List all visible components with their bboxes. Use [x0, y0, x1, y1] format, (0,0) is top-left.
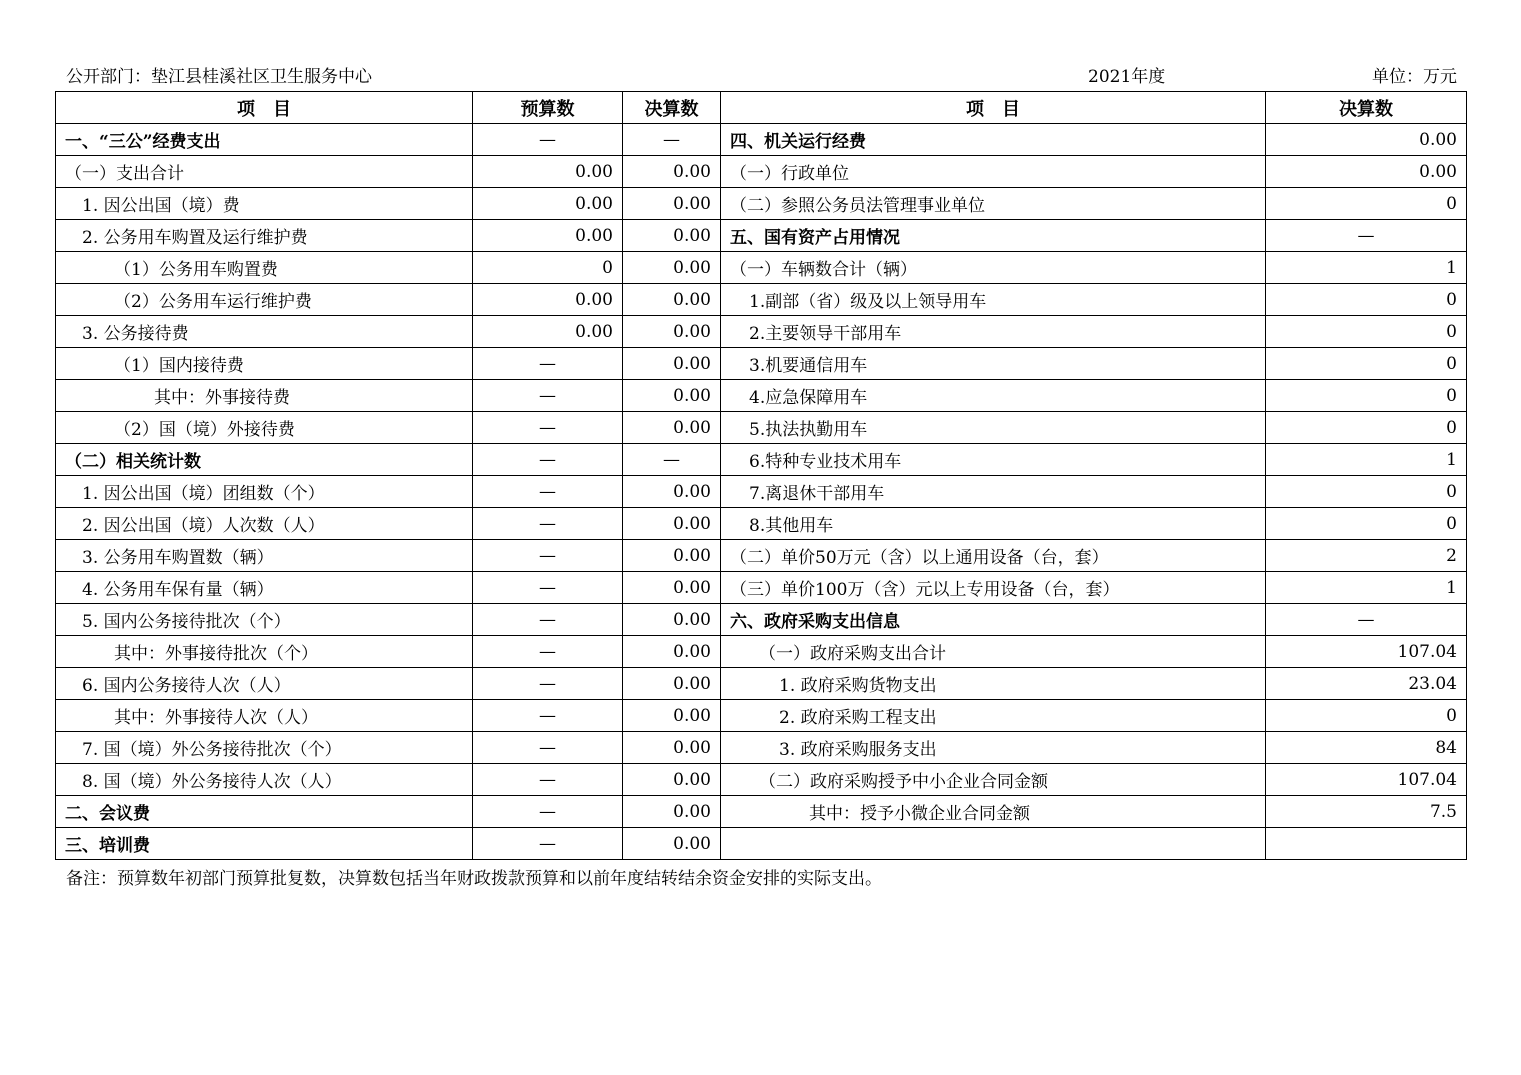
final-right-cell: 0 [1266, 700, 1467, 732]
item-right-cell: 5.执法执勤用车 [721, 412, 1266, 444]
final-right-cell: 0 [1266, 188, 1467, 220]
item-left-cell: 1. 因公出国（境）团组数（个） [56, 476, 473, 508]
budget-cell: — [473, 604, 623, 636]
item-left-cell: （2）公务用车运行维护费 [56, 284, 473, 316]
table-row [56, 284, 1467, 316]
budget-cell: 0.00 [473, 284, 623, 316]
final-right-cell [1266, 828, 1467, 860]
table-row [56, 316, 1467, 348]
item-right-cell: （一）政府采购支出合计 [721, 636, 1266, 668]
item-right-cell: 4.应急保障用车 [721, 380, 1266, 412]
item-right-cell: 1.副部（省）级及以上领导用车 [721, 284, 1266, 316]
final-left-cell: — [623, 124, 721, 156]
item-right-cell: （二）政府采购授予中小企业合同金额 [721, 764, 1266, 796]
table-row [56, 220, 1467, 252]
unit-label: 单位：万元 [1372, 67, 1457, 87]
table-row [56, 156, 1467, 188]
final-left-cell: 0.00 [623, 604, 721, 636]
final-left-cell: 0.00 [623, 732, 721, 764]
table-row [56, 380, 1467, 412]
final-left-cell: 0.00 [623, 700, 721, 732]
budget-cell: 0.00 [473, 316, 623, 348]
table-row [56, 572, 1467, 604]
table-body [56, 124, 1467, 860]
item-right-cell: 6.特种专业技术用车 [721, 444, 1266, 476]
final-left-cell: 0.00 [623, 796, 721, 828]
item-right-cell: 2.主要领导干部用车 [721, 316, 1266, 348]
item-right-cell: 六、政府采购支出信息 [721, 604, 1266, 636]
table-row [56, 732, 1467, 764]
budget-cell: — [473, 124, 623, 156]
final-right-cell: 0 [1266, 284, 1467, 316]
item-left-cell: （一）支出合计 [56, 156, 473, 188]
final-right-cell: 1 [1266, 252, 1467, 284]
final-right-cell: 0 [1266, 348, 1467, 380]
final-right-cell: — [1266, 220, 1467, 252]
budget-cell: — [473, 636, 623, 668]
item-left-cell: 8. 国（境）外公务接待人次（人） [56, 764, 473, 796]
item-left-cell: 其中：外事接待人次（人） [56, 700, 473, 732]
table-row [56, 412, 1467, 444]
final-right-cell: 0.00 [1266, 156, 1467, 188]
item-right-cell: 四、机关运行经费 [721, 124, 1266, 156]
final-right-cell: 1 [1266, 572, 1467, 604]
final-right-cell: 23.04 [1266, 668, 1467, 700]
item-left-cell: 2. 公务用车购置及运行维护费 [56, 220, 473, 252]
table-row [56, 476, 1467, 508]
final-left-cell: 0.00 [623, 156, 721, 188]
column-header-item-right: 项 目 [721, 92, 1266, 124]
budget-cell: — [473, 796, 623, 828]
item-left-cell: （1）国内接待费 [56, 348, 473, 380]
final-left-cell: 0.00 [623, 508, 721, 540]
final-right-cell: 107.04 [1266, 764, 1467, 796]
final-right-cell: 0.00 [1266, 124, 1467, 156]
final-right-cell: 0 [1266, 412, 1467, 444]
item-left-cell: （二）相关统计数 [56, 444, 473, 476]
item-right-cell: 1. 政府采购货物支出 [721, 668, 1266, 700]
budget-cell: — [473, 828, 623, 860]
final-left-cell: 0.00 [623, 636, 721, 668]
item-right-cell: 五、国有资产占用情况 [721, 220, 1266, 252]
budget-cell: 0.00 [473, 188, 623, 220]
expenditure-table [55, 91, 1467, 860]
table-row [56, 604, 1467, 636]
item-left-cell: 6. 国内公务接待人次（人） [56, 668, 473, 700]
item-left-cell: 一、“三公”经费支出 [56, 124, 473, 156]
table-row [56, 764, 1467, 796]
budget-cell: — [473, 668, 623, 700]
department-label: 公开部门：垫江县桂溪社区卫生服务中心 [66, 67, 372, 87]
budget-cell: 0.00 [473, 220, 623, 252]
budget-cell: — [473, 764, 623, 796]
budget-cell: — [473, 732, 623, 764]
final-left-cell: 0.00 [623, 828, 721, 860]
item-left-cell: 4. 公务用车保有量（辆） [56, 572, 473, 604]
item-left-cell: 3. 公务接待费 [56, 316, 473, 348]
item-right-cell: 2. 政府采购工程支出 [721, 700, 1266, 732]
item-right-cell: （三）单价100万（含）元以上专用设备（台，套） [721, 572, 1266, 604]
budget-cell: — [473, 348, 623, 380]
budget-cell: — [473, 508, 623, 540]
table-row [56, 796, 1467, 828]
final-right-cell: 107.04 [1266, 636, 1467, 668]
final-right-cell: 0 [1266, 508, 1467, 540]
final-left-cell: 0.00 [623, 476, 721, 508]
final-left-cell: 0.00 [623, 540, 721, 572]
item-left-cell: 其中：外事接待批次（个） [56, 636, 473, 668]
final-right-cell: 0 [1266, 316, 1467, 348]
item-right-cell: （一）车辆数合计（辆） [721, 252, 1266, 284]
item-left-cell: 三、培训费 [56, 828, 473, 860]
footnote: 备注：预算数年初部门预算批复数，决算数包括当年财政拨款预算和以前年度结转结余资金安排的实际支出。 [66, 869, 882, 889]
budget-cell: — [473, 444, 623, 476]
item-left-cell: 1. 因公出国（境）费 [56, 188, 473, 220]
table-header-row [56, 92, 1467, 124]
item-right-cell: （二）参照公务员法管理事业单位 [721, 188, 1266, 220]
item-left-cell: 二、会议费 [56, 796, 473, 828]
table-row [56, 252, 1467, 284]
budget-cell: — [473, 476, 623, 508]
budget-cell: — [473, 700, 623, 732]
final-right-cell: 0 [1266, 476, 1467, 508]
column-header-budget: 预算数 [473, 92, 623, 124]
final-left-cell: 0.00 [623, 252, 721, 284]
final-left-cell: — [623, 444, 721, 476]
budget-cell: 0 [473, 252, 623, 284]
final-left-cell: 0.00 [623, 220, 721, 252]
final-left-cell: 0.00 [623, 572, 721, 604]
table-row [56, 636, 1467, 668]
item-left-cell: （1）公务用车购置费 [56, 252, 473, 284]
item-left-cell: 2. 因公出国（境）人次数（人） [56, 508, 473, 540]
table-row [56, 540, 1467, 572]
item-right-cell: 7.离退休干部用车 [721, 476, 1266, 508]
table-row [56, 188, 1467, 220]
table-row [56, 124, 1467, 156]
final-right-cell: 1 [1266, 444, 1467, 476]
final-left-cell: 0.00 [623, 188, 721, 220]
table-row [56, 668, 1467, 700]
item-left-cell: 其中：外事接待费 [56, 380, 473, 412]
final-left-cell: 0.00 [623, 380, 721, 412]
final-left-cell: 0.00 [623, 316, 721, 348]
item-left-cell: （2）国（境）外接待费 [56, 412, 473, 444]
budget-cell: — [473, 412, 623, 444]
table-row [56, 508, 1467, 540]
item-right-cell: （二）单价50万元（含）以上通用设备（台，套） [721, 540, 1266, 572]
final-right-cell: — [1266, 604, 1467, 636]
final-left-cell: 0.00 [623, 348, 721, 380]
table-row [56, 444, 1467, 476]
item-right-cell [721, 828, 1266, 860]
table-row [56, 348, 1467, 380]
fiscal-year-label: 2021年度 [1088, 67, 1166, 87]
final-left-cell: 0.00 [623, 668, 721, 700]
budget-cell: — [473, 540, 623, 572]
column-header-final-left: 决算数 [623, 92, 721, 124]
final-left-cell: 0.00 [623, 412, 721, 444]
item-right-cell: （一）行政单位 [721, 156, 1266, 188]
item-right-cell: 8.其他用车 [721, 508, 1266, 540]
budget-cell: — [473, 380, 623, 412]
column-header-item-left: 项 目 [56, 92, 473, 124]
final-right-cell: 84 [1266, 732, 1467, 764]
column-header-final-right: 决算数 [1266, 92, 1467, 124]
budget-cell: 0.00 [473, 156, 623, 188]
table-row [56, 700, 1467, 732]
final-left-cell: 0.00 [623, 764, 721, 796]
table-row [56, 828, 1467, 860]
final-right-cell: 2 [1266, 540, 1467, 572]
budget-cell: — [473, 572, 623, 604]
final-right-cell: 7.5 [1266, 796, 1467, 828]
item-left-cell: 5. 国内公务接待批次（个） [56, 604, 473, 636]
item-left-cell: 3. 公务用车购置数（辆） [56, 540, 473, 572]
final-right-cell: 0 [1266, 380, 1467, 412]
item-right-cell: 3. 政府采购服务支出 [721, 732, 1266, 764]
item-left-cell: 7. 国（境）外公务接待批次（个） [56, 732, 473, 764]
final-left-cell: 0.00 [623, 284, 721, 316]
item-right-cell: 3.机要通信用车 [721, 348, 1266, 380]
item-right-cell: 其中：授予小微企业合同金额 [721, 796, 1266, 828]
